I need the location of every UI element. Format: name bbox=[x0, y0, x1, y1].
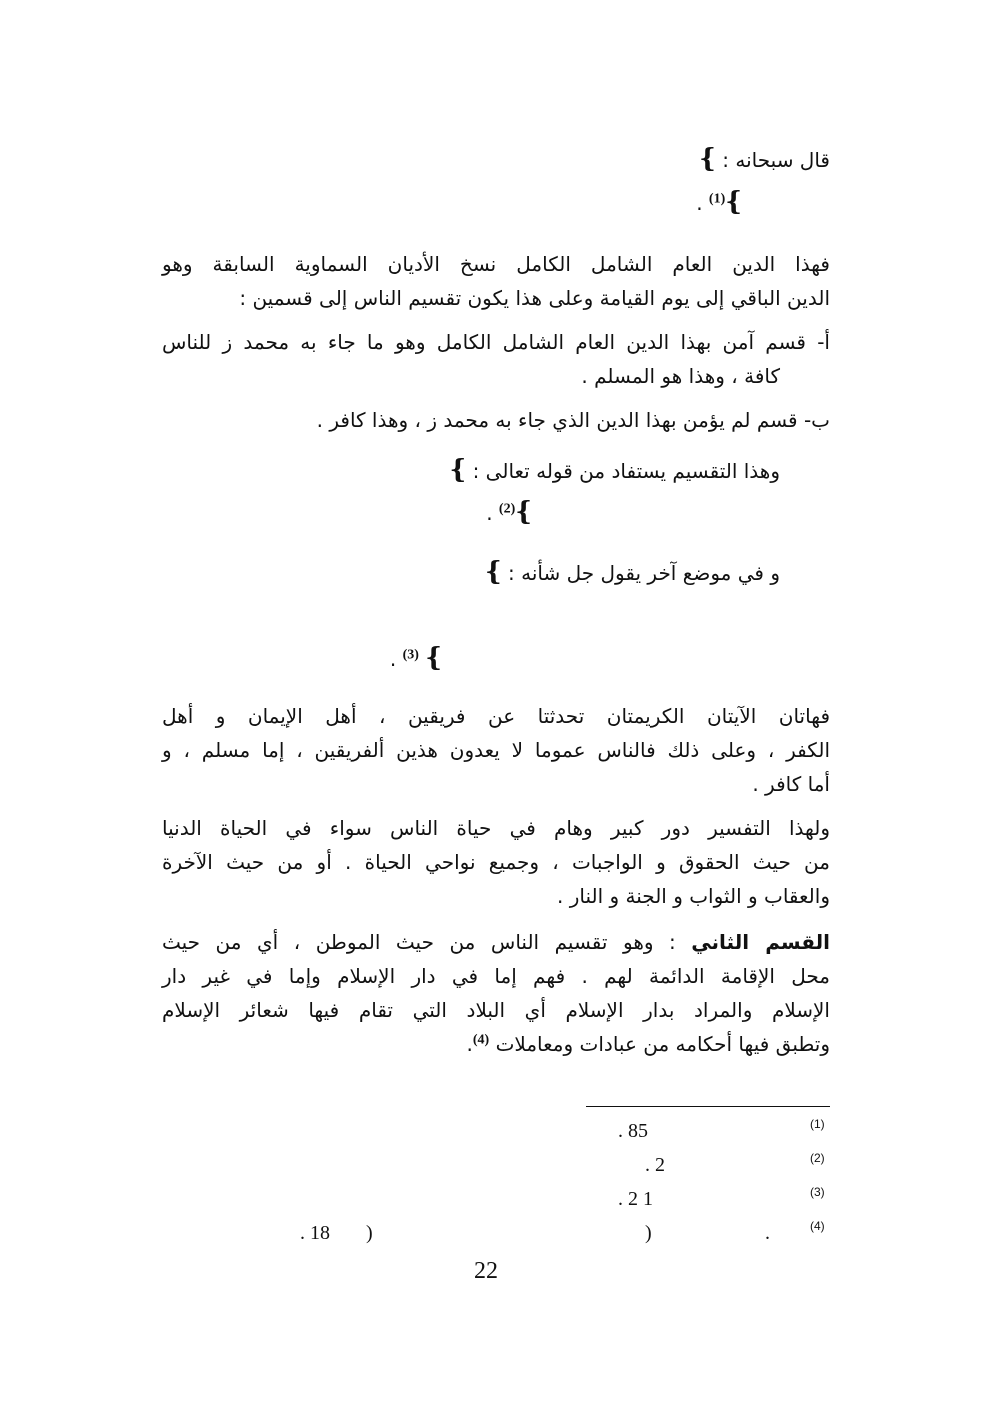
para4-line4 bbox=[467, 1032, 830, 1056]
footnote-text-3: . 2 1 bbox=[618, 1188, 653, 1210]
quote-intro-line bbox=[699, 144, 830, 174]
para3-line3: والعقاب و الثواب و الجنة و النار . bbox=[557, 884, 830, 908]
dot-1: . bbox=[696, 191, 703, 215]
quote2-line bbox=[449, 455, 780, 485]
brace-open-2: } bbox=[449, 455, 467, 485]
para1-line1: فهذا الدين العام الشامل الكامل نسخ الأديان السماوية السابقة وهو bbox=[162, 252, 830, 276]
footnote-text-4-paren-right: ) bbox=[645, 1222, 652, 1244]
para1-line2: الدين الباقي إلى يوم القيامة وعلى هذا يكون تقسيم الناس إلى قسمين : bbox=[239, 286, 830, 310]
quote3-line bbox=[484, 557, 780, 587]
section-title: القسم الثاني bbox=[691, 930, 830, 954]
footnote-ref-1: (1) bbox=[708, 191, 726, 207]
footnote-number-3: (3) bbox=[810, 1185, 825, 1199]
brace-close-3: } bbox=[425, 643, 442, 673]
para2-line2: الكفر ، وعلى ذلك فالناس عموما لا يعدون هذين ألفريقين ، إما مسلم ، و bbox=[162, 738, 830, 762]
brace-close-1: } bbox=[725, 187, 742, 217]
item-b-line1: ب- قسم لم يؤمن بهذا الدين الذي جاء به محمد ز ، وهذا كافر . bbox=[316, 408, 830, 432]
footnote-number-1: (1) bbox=[810, 1117, 825, 1131]
page-number: 22 bbox=[474, 1258, 498, 1284]
item-a-line2: كافة ، وهذا هو المسلم . bbox=[581, 364, 780, 388]
quote2-text: وهذا التقسيم يستفاد من قوله تعالى : bbox=[472, 459, 780, 483]
item-a-line1: أ- قسم آمن بهذا الدين العام الشامل الكامل وهو ما جاء به محمد ز للناس bbox=[162, 330, 830, 354]
footnote-ref-3: (3) bbox=[402, 647, 419, 663]
footnote-ref-4: (4) bbox=[472, 1032, 490, 1048]
para3-line1: ولهذا التفسير دور كبير وهام في حياة الناس سواء في الحياة الدنيا bbox=[162, 816, 830, 840]
dot-4: . bbox=[466, 1032, 473, 1056]
para3-line2: من حيث الحقوق و الواجبات ، وجميع نواحي الحياة . أو من حيث الآخرة bbox=[162, 850, 830, 874]
para2-line3: أما كافر . bbox=[752, 772, 830, 796]
para4-line3: الإسلام والمراد بدار الإسلام أي البلاد التي تقام فيها شعائر الإسلام bbox=[162, 998, 830, 1022]
footnote-separator bbox=[586, 1106, 830, 1107]
footnote-text-1: . 85 bbox=[618, 1120, 648, 1142]
para2-line1: فهاتان الآيتان الكريمتان تحدثتا عن فريقين ، أهل الإيمان و أهل bbox=[162, 704, 830, 728]
footnote-text-2: . 2 bbox=[645, 1154, 665, 1176]
footnote-number-4: (4) bbox=[810, 1219, 825, 1233]
para4-line1-text: : وهو تقسيم الناس من حيث الموطن ، أي من حيث bbox=[162, 930, 676, 954]
quote3-text: و في موضع آخر يقول جل شأنه : bbox=[508, 561, 780, 585]
para4-line4-text: وتطبق فيها أحكامه من عبادات ومعاملات bbox=[495, 1032, 830, 1056]
para4-line1 bbox=[162, 930, 830, 954]
dot-2: . bbox=[486, 501, 493, 525]
para4-line2: محل الإقامة الدائمة لهم . فهم إما في دار الإسلام وإما في غير دار bbox=[162, 964, 830, 988]
footnote-text-4-page: . 18 bbox=[300, 1222, 330, 1244]
quote-close-line-1 bbox=[696, 187, 742, 217]
brace-close-2: } bbox=[515, 497, 532, 527]
brace-open-1: } bbox=[699, 144, 716, 174]
quote3-close-line bbox=[389, 643, 442, 673]
quote2-close-line bbox=[486, 497, 532, 527]
footnote-number-2: (2) bbox=[810, 1151, 825, 1165]
footnote-text-4-dot: . bbox=[765, 1222, 770, 1244]
dot-3: . bbox=[389, 647, 397, 671]
footnote-ref-2: (2) bbox=[498, 501, 516, 517]
quote-intro-text: قال سبحانه : bbox=[722, 148, 830, 172]
footnote-text-4-paren-left: ) bbox=[366, 1222, 373, 1244]
brace-open-3: } bbox=[484, 557, 502, 587]
